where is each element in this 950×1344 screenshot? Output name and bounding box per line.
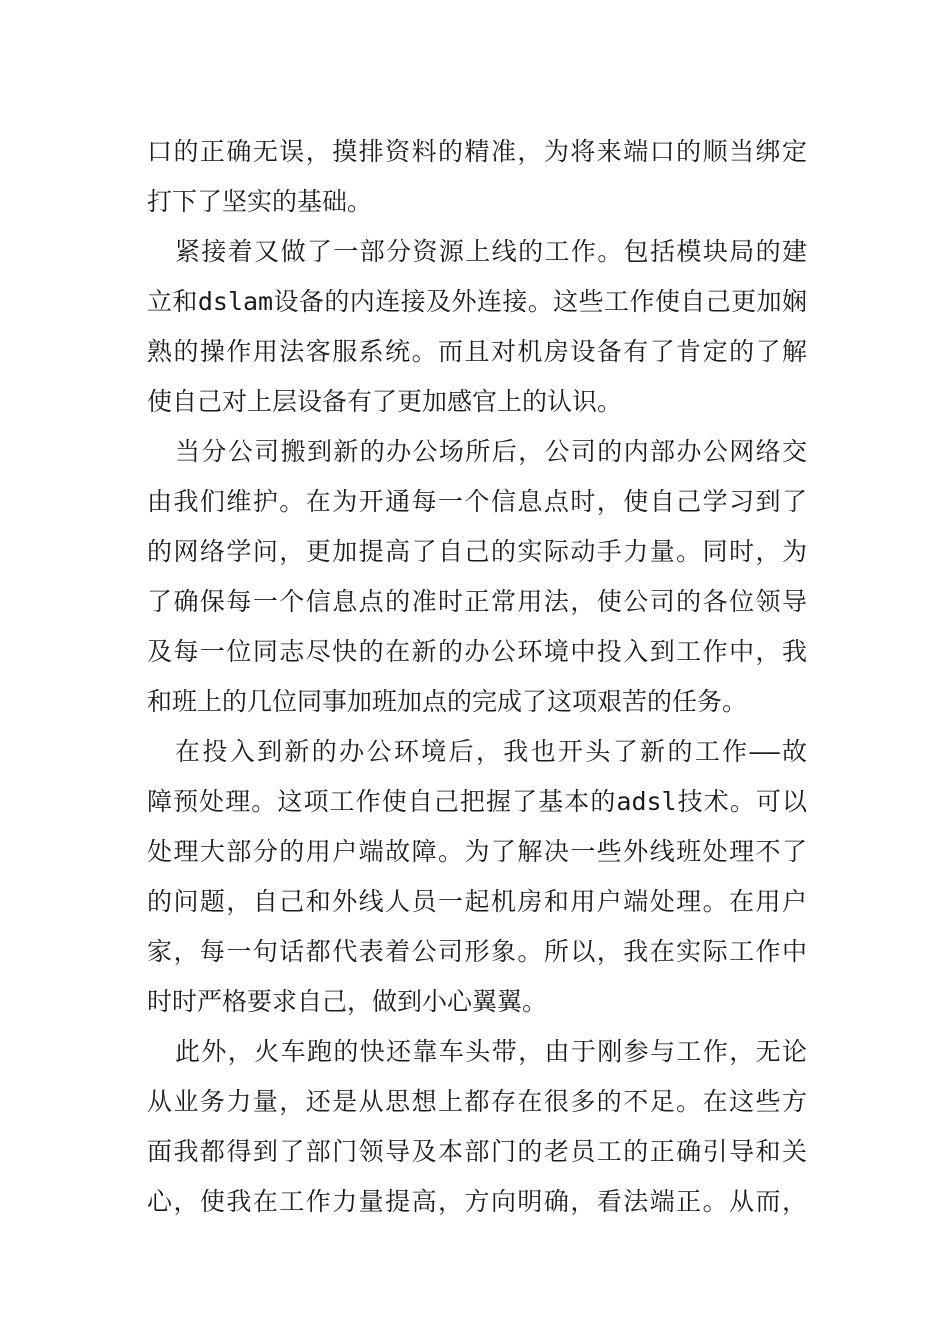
text-line: 当分公司搬到新的办公场所后，公司的内部办公网络交 [175,437,807,466]
text-line: 使自己对上层设备有了更加感官上的认识。 [147,387,623,416]
paragraph [147,427,807,727]
text-line: 的网络学问，更加提高了自己的实际动手力量。同时，为 [147,537,807,566]
text-line: 时时严格要求自己，做到小心翼翼。 [147,987,548,1016]
text-line: 此外，火车跑的快还靠车头带，由于刚参与工作，无论 [175,1037,807,1066]
text-line: 打下了坚实的基础。 [147,187,373,216]
text-line: 的问题，自己和外线人员一起机房和用户端处理。在用户 [147,887,807,916]
text-line: 紧接着又做了一部分资源上线的工作。包括模块局的建 [175,237,807,266]
text-line: 立和dslam设备的内连接及外连接。这些工作使自己更加娴 [147,287,807,316]
text-line: 口的正确无误，摸排资料的精准，为将来端口的顺当绑定 [147,137,807,166]
text-line: 面我都得到了部门领导及本部门的老员工的正确引导和关 [147,1137,807,1166]
text-line: 由我们维护。在为开通每一个信息点时，使自己学习到了 [147,487,807,516]
text-line: 从业务力量，还是从思想上都存在很多的不足。在这些方 [147,1087,807,1116]
text-line: 及每一位同志尽快的在新的办公环境中投入到工作中，我 [147,637,807,666]
paragraph [147,227,807,427]
text-line: 了确保每一个信息点的准时正常用法，使公司的各位领导 [147,587,807,616]
paragraph [147,727,807,1027]
paragraph [147,1027,807,1227]
text-line: 障预处理。这项工作使自己把握了基本的adsl技术。可以 [147,787,807,816]
text-line: 在投入到新的办公环境后，我也开头了新的工作——故 [175,737,807,766]
text-line: 熟的操作用法客服系统。而且对机房设备有了肯定的了解 [147,337,807,366]
text-line: 处理大部分的用户端故障。为了解决一些外线班处理不了 [147,837,807,866]
text-line: 和班上的几位同事加班加点的完成了这项艰苦的任务。 [147,687,748,716]
text-line: 心，使我在工作力量提高，方向明确，看法端正。从而， [147,1187,807,1216]
text-line: 家，每一句话都代表着公司形象。所以，我在实际工作中 [147,937,807,966]
document-body [147,127,807,1227]
paragraph [147,127,807,227]
